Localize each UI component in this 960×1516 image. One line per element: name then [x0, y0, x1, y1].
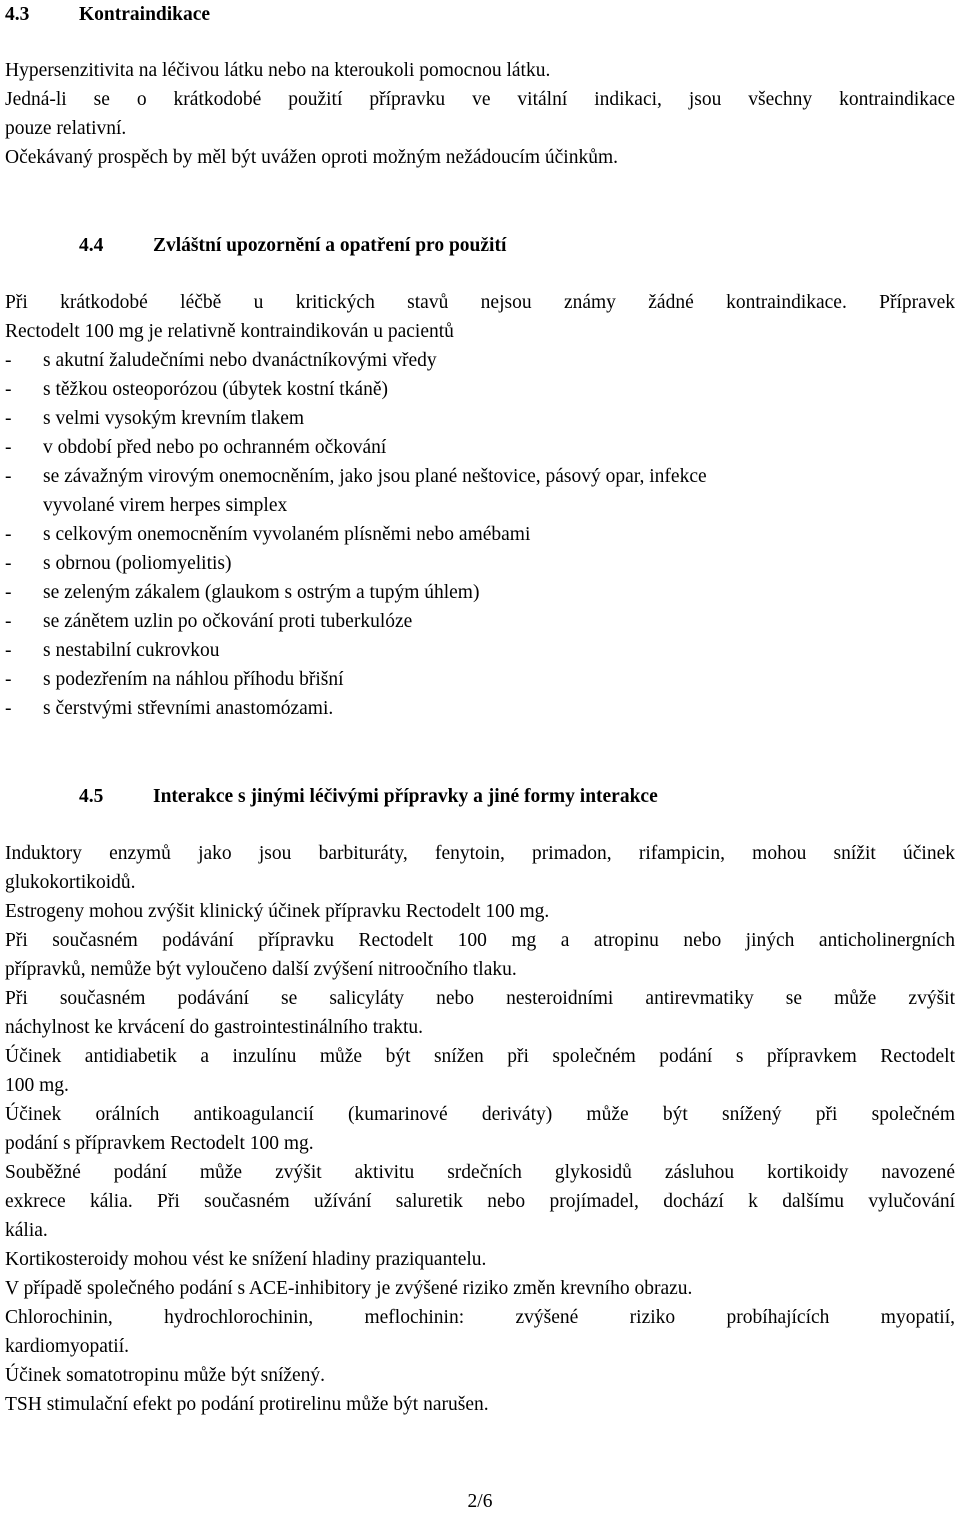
paragraph-line: exkrece kália. Při současném užívání saluretik nebo projímadel, dochází k dalšímu vylučování [5, 1191, 955, 1212]
dash-bullet: - [5, 437, 12, 458]
list-item-text: se závažným virovým onemocněním, jako jsou plané neštovice, pásový opar, infekce [43, 466, 707, 487]
paragraph-line: přípravků, nemůže být vyloučeno další zvýšení nitroočního tlaku. [5, 959, 517, 980]
dash-bullet: - [5, 582, 12, 603]
list-item-text: s celkovým onemocněním vyvolaném plísněmi nebo amébami [43, 524, 531, 545]
dash-bullet: - [5, 611, 12, 632]
dash-bullet: - [5, 640, 12, 661]
list-item-text: s čerstvými střevními anastomózami. [43, 698, 334, 719]
section-title: Interakce s jinými léčivými přípravky a jiné formy interakce [153, 786, 658, 807]
paragraph-line: podání s přípravkem Rectodelt 100 mg. [5, 1133, 314, 1154]
paragraph-line: Souběžné podání může zvýšit aktivitu srdečních glykosidů zásluhou kortikoidy navozené [5, 1162, 955, 1183]
dash-bullet: - [5, 524, 12, 545]
list-item-text: s akutní žaludečními nebo dvanáctníkovými vředy [43, 350, 437, 371]
paragraph-line: Při současném podávání se salicyláty nebo nesteroidními antirevmatiky se může zvýšit [5, 988, 955, 1009]
paragraph-line: Při současném podávání přípravku Rectodelt 100 mg a atropinu nebo jiných anticholinergních [5, 930, 955, 951]
paragraph-line: Hypersenzitivita na léčivou látku nebo na kteroukoli pomocnou látku. [5, 60, 551, 81]
section-4-5-heading [79, 782, 658, 811]
paragraph-line: 100 mg. [5, 1075, 69, 1096]
section-number: 4.5 [79, 786, 104, 807]
paragraph-line: V případě společného podání s ACE-inhibitory je zvýšené riziko změn krevního obrazu. [5, 1278, 693, 1299]
paragraph-line: kália. [5, 1220, 48, 1241]
dash-bullet: - [5, 466, 12, 487]
list-item-text: s velmi vysokým krevním tlakem [43, 408, 305, 429]
section-number: 4.3 [5, 4, 30, 25]
paragraph-line: Chlorochinin, hydrochlorochinin, meflochinin: zvýšené riziko probíhajících myopatií, [5, 1307, 955, 1328]
paragraph-line: TSH stimulační efekt po podání protirelinu může být narušen. [5, 1394, 489, 1415]
section-4-4-heading [79, 231, 506, 260]
section-title: Kontraindikace [79, 4, 211, 25]
list-item-text: s obrnou (poliomyelitis) [43, 553, 232, 574]
paragraph-line: glukokortikoidů. [5, 872, 136, 893]
paragraph-line: Očekávaný prospěch by měl být uvážen oproti možným nežádoucím účinkům. [5, 147, 618, 168]
section-number: 4.4 [79, 235, 104, 256]
list-item-text: s těžkou osteoporózou (úbytek kostní tkáně) [43, 379, 388, 400]
list-item-text: s nestabilní cukrovkou [43, 640, 220, 661]
paragraph-line: Rectodelt 100 mg je relativně kontraindikován u pacientů [5, 321, 454, 342]
list-item-text: se zánětem uzlin po očkování proti tuberkulóze [43, 611, 413, 632]
paragraph-line: Účinek orálních antikoagulancií (kumarinové deriváty) může být snížený při společném [5, 1104, 955, 1125]
paragraph-line: Účinek somatotropinu může být snížený. [5, 1365, 326, 1386]
list-item-text: se zeleným zákalem (glaukom s ostrým a tupým úhlem) [43, 582, 480, 603]
paragraph-line: Jedná-li se o krátkodobé použití přípravku ve vitální indikaci, jsou všechny kontraindikace [5, 89, 955, 110]
dash-bullet: - [5, 553, 12, 574]
paragraph-line: Při krátkodobé léčbě u kritických stavů nejsou známy žádné kontraindikace. Přípravek [5, 292, 955, 313]
paragraph-line: Kortikosteroidy mohou vést ke snížení hladiny praziquantelu. [5, 1249, 487, 1270]
paragraph-line: kardiomyopatií. [5, 1336, 130, 1357]
page-number: 2/6 [467, 1491, 493, 1512]
paragraph-line: náchylnost ke krvácení do gastrointestinálního traktu. [5, 1017, 424, 1038]
section-title: Zvláštní upozornění a opatření pro použití [153, 235, 507, 256]
dash-bullet: - [5, 698, 12, 719]
paragraph-line: Účinek antidiabetik a inzulínu může být snížen při společném podání s přípravkem Rectodelt [5, 1046, 955, 1067]
dash-bullet: - [5, 379, 12, 400]
list-item-text: vyvolané virem herpes simplex [43, 495, 288, 516]
paragraph-line: Induktory enzymů jako jsou barbituráty, fenytoin, primadon, rifampicin, mohou snížit účinek [5, 843, 955, 864]
dash-bullet: - [5, 408, 12, 429]
list-item-text: s podezřením na náhlou příhodu břišní [43, 669, 344, 690]
paragraph-line: pouze relativní. [5, 118, 127, 139]
section-4-3-heading [5, 0, 210, 29]
paragraph-line: Estrogeny mohou zvýšit klinický účinek přípravku Rectodelt 100 mg. [5, 901, 550, 922]
dash-bullet: - [5, 350, 12, 371]
list-item-text: v období před nebo po ochranném očkování [43, 437, 387, 458]
dash-bullet: - [5, 669, 12, 690]
